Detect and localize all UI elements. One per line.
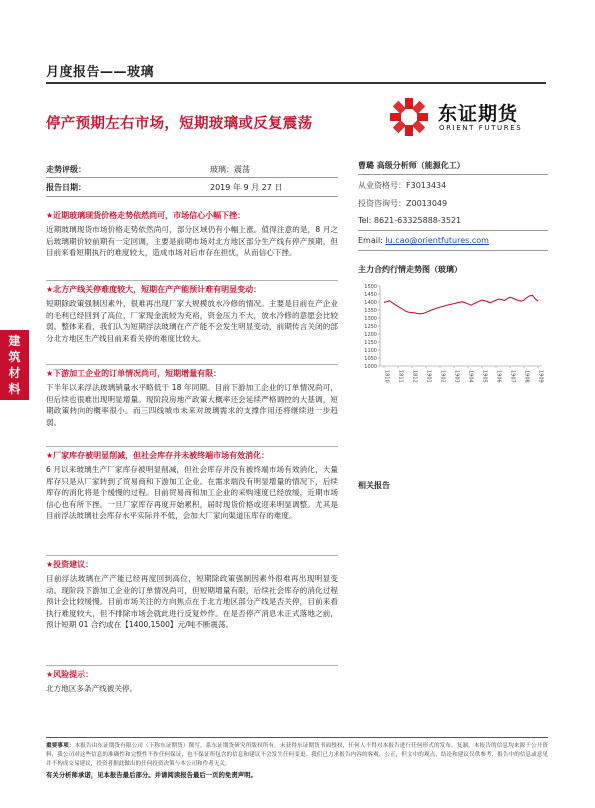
disclaimer-rule <box>46 737 548 738</box>
section-body: 目前浮法玻璃在产产能已经再度回到高位，短期除政策强制因素外很难再出现明显变动。现阶段下游加工企业的订单情况尚可，但短期增量有限，后续社会库存的消化过程预计会比较缓慢。目前市场关注的方向焦点在于北方地区部分产线是否关停，目前来看执行难度较大，但不排除市场会就此进行反复炒作。在是否停产消息未正式落地之前，预计短期 01 合约或在【1400,1500】元/吨不断震荡。 <box>46 574 338 630</box>
chart-x-tick-label: 1810 <box>383 370 390 383</box>
disclaimer-label: 重要事项： <box>46 743 75 749</box>
date-value: 2019 年 9 月 27 日 <box>210 183 283 192</box>
section-body: 北方地区多条产线被关停。 <box>46 684 138 693</box>
report-type-title: 月度报告——玻璃 <box>46 65 155 80</box>
chart-x-tick-label: 1903 <box>453 370 460 383</box>
chart-x-tick-label: 1904 <box>467 370 474 383</box>
section-inventory <box>46 450 338 522</box>
sidebar-char: 料 <box>8 382 21 396</box>
rating-row <box>46 164 86 175</box>
analyst-email-row <box>358 236 489 245</box>
price-chart <box>356 280 548 398</box>
section-demand <box>46 368 338 428</box>
chart-x-tick-label: 1908 <box>523 370 530 383</box>
sidebar-char: 材 <box>8 366 21 380</box>
chart-y-tick-label: 1200 <box>364 331 377 338</box>
chart-y-tick-label: 1450 <box>364 291 377 298</box>
section-investment-advice <box>46 559 338 631</box>
company-logo <box>388 96 548 140</box>
analyst-divider <box>358 174 548 175</box>
section-body: 近期玻璃现货市场价格走势依然尚可，部分区域仍有小幅上涨。值得注意的是，8 月之后玻璃期价较前期有一定回调，主要是前期市场对北方地区部分生产线有停产预期，但目前来看短期执行的难度较大，造成市场对后市存在担忧，从而信心下挫。 <box>46 225 338 258</box>
section-title: ★北方产线关停难度较大，短期在产产能预计难有明显变动： <box>46 285 262 294</box>
analyst-divider <box>358 250 548 251</box>
section-divider <box>46 364 338 365</box>
meta-divider <box>46 177 338 178</box>
section-body: 6 月以来玻璃生产厂家库存被明显削减，但社会库存并没有被终端市场有效消化，大量库存只是从厂家转到了贸易商和下游加工企业。在需求端没有明显增量的情况下，后续库存的消化将是个缓慢的过程。目前贸易商和加工企业的采购速度已经放缓，近期市场信心也有所下挫。一旦厂家库存再度开始累积，届时现货价格或迎来明显调整。尤其是目前浮法玻璃社会库存水平实际并不低，会加大厂家向渠道压库存的难度。 <box>46 465 338 521</box>
chart-price-line <box>384 295 538 314</box>
section-market <box>46 210 338 259</box>
orient-futures-logo-icon <box>388 96 430 138</box>
price-chart-svg <box>356 280 548 398</box>
section-title: ★近期玻璃现货价格走势依然尚可，市场信心小幅下挫： <box>46 211 246 220</box>
investment-consult-number <box>358 198 447 209</box>
chart-y-tick-label: 1400 <box>364 299 377 306</box>
section-body: 下半年以来浮法玻璃销量水平略低于 18 年同期。目前下游加工企业的订单情况尚可，但后续也很难出现明显增量。现阶段房地产政策大概率还会延续严格调控的大基调，短期政策转向的概率很小。而三四线城市未来对玻璃需求的支撑作用还将继续进一步趋弱。 <box>46 383 338 427</box>
section-risk <box>46 669 338 695</box>
qualification-number <box>358 180 446 191</box>
chart-x-tick-label: 1902 <box>439 370 446 383</box>
rating-label: 走势评级： <box>46 165 86 174</box>
chart-y-tick-label: 1300 <box>364 315 377 322</box>
meta-divider <box>46 196 338 197</box>
section-divider <box>46 665 338 666</box>
related-reports-title: 相关报告 <box>358 481 390 490</box>
chart-x-tick-label: 1901 <box>425 370 432 383</box>
chart-y-tick-label: 1000 <box>364 363 377 370</box>
chart-x-tick-label: 1811 <box>397 370 404 383</box>
logo-chinese-name: 东证期货 <box>438 103 519 125</box>
section-title: ★风险提示： <box>46 670 94 679</box>
chart-y-tick-label: 1500 <box>364 283 377 290</box>
chart-x-tick-label: 1812 <box>411 370 418 383</box>
section-divider <box>46 555 338 556</box>
analyst-tel: Tel: 8621-63325888-3521 <box>358 216 462 225</box>
investment-consult-value: Z0013049 <box>406 199 448 208</box>
category-sidebar-tab <box>0 330 29 400</box>
investment-consult-label: 投资咨询号： <box>358 199 406 208</box>
chart-y-tick-label: 1050 <box>364 355 377 362</box>
analyst-name: 曹璐 高级分析师（能源化工） <box>358 161 465 170</box>
chart-y-tick-label: 1250 <box>364 323 377 330</box>
report-headline: 停产预期左右市场，短期玻璃或反复震荡 <box>46 116 313 132</box>
date-row <box>46 182 86 193</box>
analyst-email-link[interactable]: lu.cao@orientfutures.com <box>385 236 489 245</box>
sidebar-char: 筑 <box>8 350 21 364</box>
section-title: ★投资建议： <box>46 560 94 569</box>
qualification-value: F3013434 <box>406 181 447 190</box>
analyst-commitment-note: 有关分析师承诺，见本报告最后部分。并请阅读报告最后一页的免责声明。 <box>46 771 257 779</box>
analyst-divider <box>358 230 548 231</box>
chart-x-tick-label: 1909 <box>537 370 544 383</box>
section-title: ★下游加工企业的订单情况尚可，短期增量有限： <box>46 369 222 378</box>
section-divider <box>46 446 338 447</box>
section-supply <box>46 284 338 344</box>
chart-y-tick-label: 1100 <box>364 347 377 354</box>
chart-y-tick-label: 1350 <box>364 307 377 314</box>
chart-title: 主力合约行情走势图（玻璃） <box>358 265 462 274</box>
chart-x-tick-label: 1906 <box>495 370 502 383</box>
chart-x-tick-label: 1907 <box>509 370 516 383</box>
email-label: Email: <box>358 236 386 245</box>
section-body: 短期除政策强制因素外，很难再出现厂家大规模放水冷修的情况。主要是目前在产企业的毛利已经回到了高位，厂家现金流较为充裕，资金压力不大，放水冷修的意愿会比较弱。整体来看，我们认为短期浮法玻璃在产产能不会发生明显变动，前期传言关闭的部分北方地区生产线目前来看关停的难度比较大。 <box>46 299 338 343</box>
qualification-label: 从业资格号： <box>358 181 406 190</box>
section-divider <box>46 280 338 281</box>
rating-value: 玻璃：震荡 <box>210 165 250 174</box>
section-title: ★厂家库存被明显削减，但社会库存并未被终端市场有效消化： <box>46 451 270 460</box>
date-label: 报告日期： <box>46 183 86 192</box>
logo-english-name: ORIENT FUTURES <box>439 124 523 132</box>
chart-x-tick-label: 1905 <box>481 370 488 383</box>
sidebar-char: 建 <box>8 334 21 348</box>
disclaimer-text: 本报告由东证期货有限公司（下称东证期货）撰写，系东证期货研究所版权所有。未获得东证期货书面授权，任何人不得对本报告进行任何形式的发布、复制。本报告的信息均来源于公开资料，我公司对这些信息的准确性和完整性不作任何保证，也不保证所包含的信息和建议不会发生任何变更。我们已力求报告内容的客观、公正，但文中的观点、结论和建议仅供参考，报告中的信息或意见并不构成交易建议，投资者据此做出的任何投资决策与本公司和作者无关。 <box>46 743 548 767</box>
header-rule <box>46 82 546 84</box>
chart-y-tick-label: 1150 <box>364 339 377 346</box>
disclaimer <box>46 742 548 769</box>
